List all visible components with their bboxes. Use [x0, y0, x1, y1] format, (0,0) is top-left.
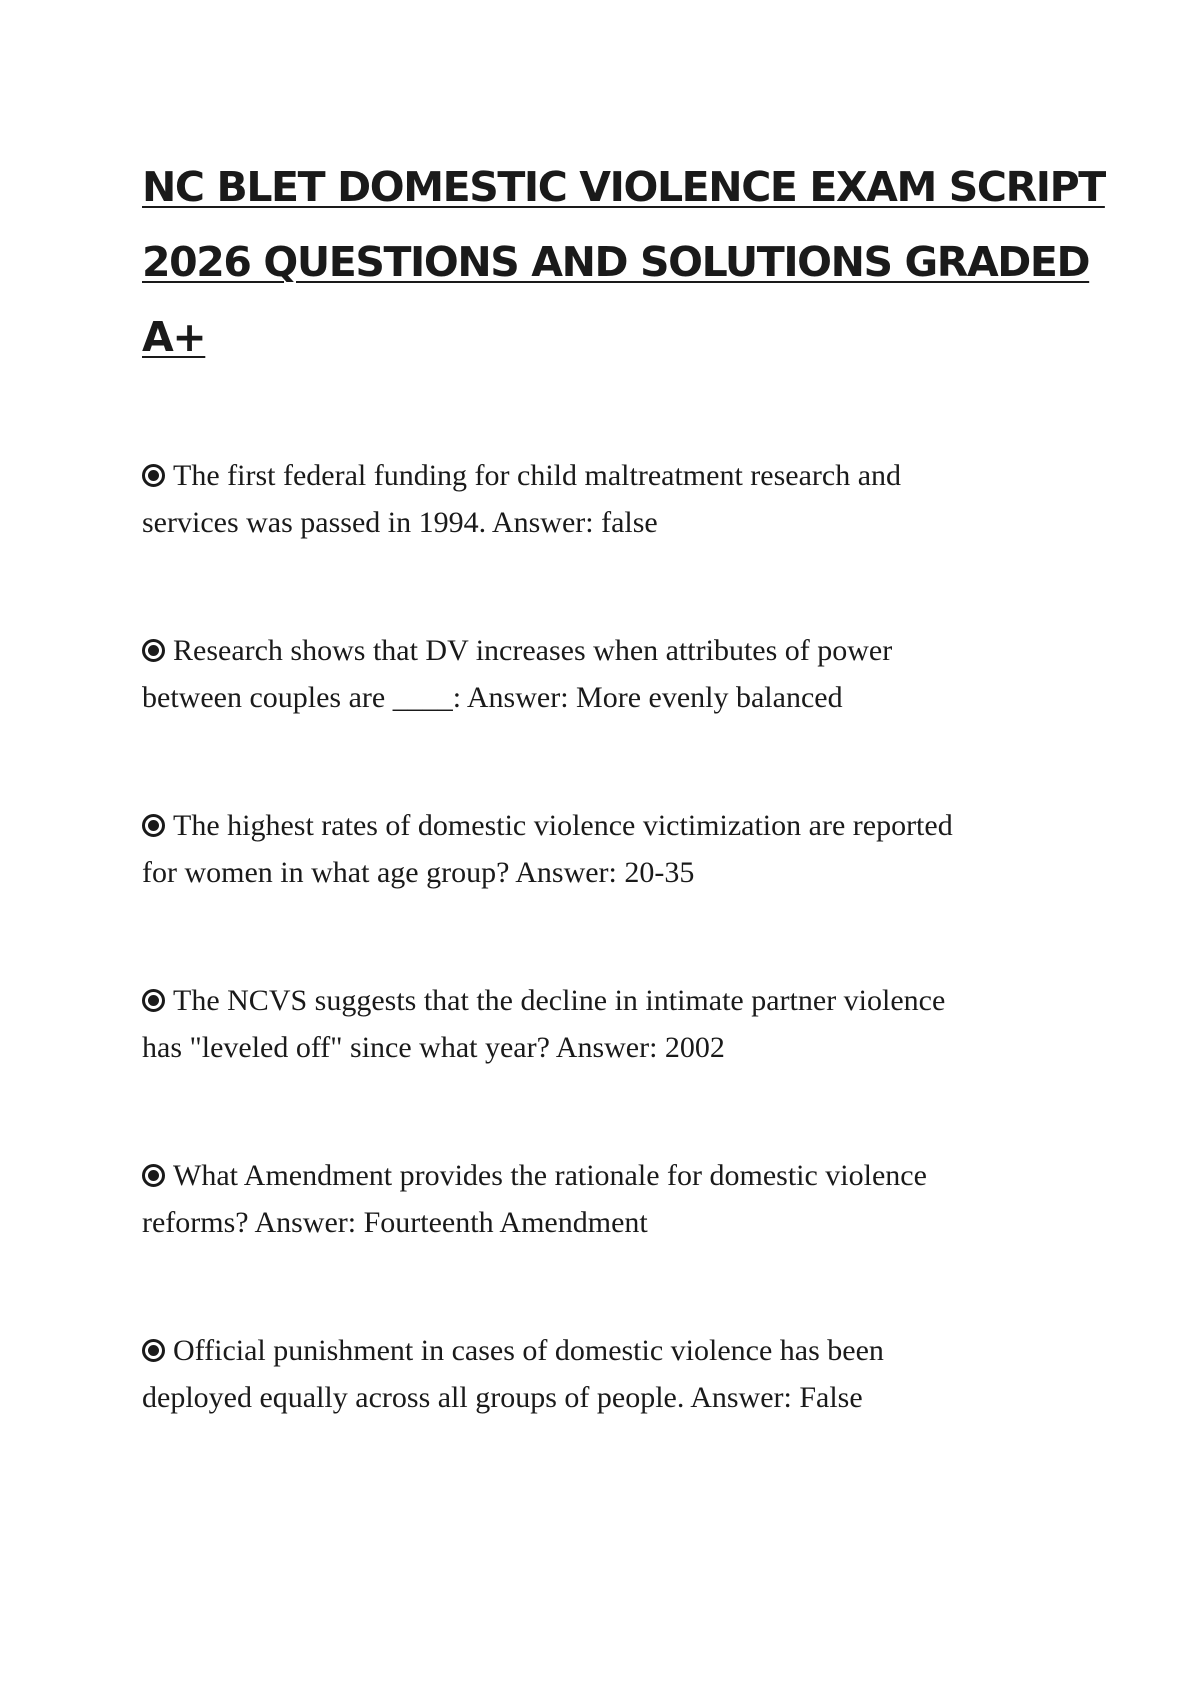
qa-item: [142, 627, 1072, 721]
answer-line: between couples are ____: Answer: More evenly balanced: [142, 681, 843, 714]
answer-line: for women in what age group? Answer: 20-35: [142, 856, 695, 889]
answer-line: has "leveled off" since what year? Answer: 2002: [142, 1031, 725, 1064]
qa-item: [142, 1152, 1072, 1246]
radio-bullet-icon: [142, 814, 165, 837]
radio-bullet-icon: [142, 639, 165, 662]
question-line: The NCVS suggests that the decline in intimate partner violence: [173, 984, 946, 1017]
radio-bullet-icon: [142, 464, 165, 487]
title-line: A+: [142, 313, 206, 361]
title-line: 2026 QUESTIONS AND SOLUTIONS GRADED: [142, 238, 1090, 286]
answer-line: reforms? Answer: Fourteenth Amendment: [142, 1206, 648, 1239]
question-line: The highest rates of domestic violence victimization are reported: [173, 809, 953, 842]
radio-bullet-icon: [142, 989, 165, 1012]
answer-line: deployed equally across all groups of people. Answer: False: [142, 1381, 863, 1414]
answer-line: services was passed in 1994. Answer: false: [142, 506, 658, 539]
qa-item: [142, 802, 1072, 896]
qa-item: [142, 977, 1072, 1071]
question-line: Official punishment in cases of domestic violence has been: [173, 1334, 884, 1367]
radio-bullet-icon: [142, 1339, 165, 1362]
document-title: [142, 150, 1105, 375]
qa-item: [142, 452, 1072, 546]
qa-item: [142, 1327, 1072, 1421]
radio-bullet-icon: [142, 1164, 165, 1187]
question-line: The first federal funding for child maltreatment research and: [173, 459, 902, 492]
question-line: What Amendment provides the rationale for domestic violence: [173, 1159, 927, 1192]
title-line: NC BLET DOMESTIC VIOLENCE EXAM SCRIPT: [142, 163, 1105, 211]
question-line: Research shows that DV increases when attributes of power: [173, 634, 893, 667]
